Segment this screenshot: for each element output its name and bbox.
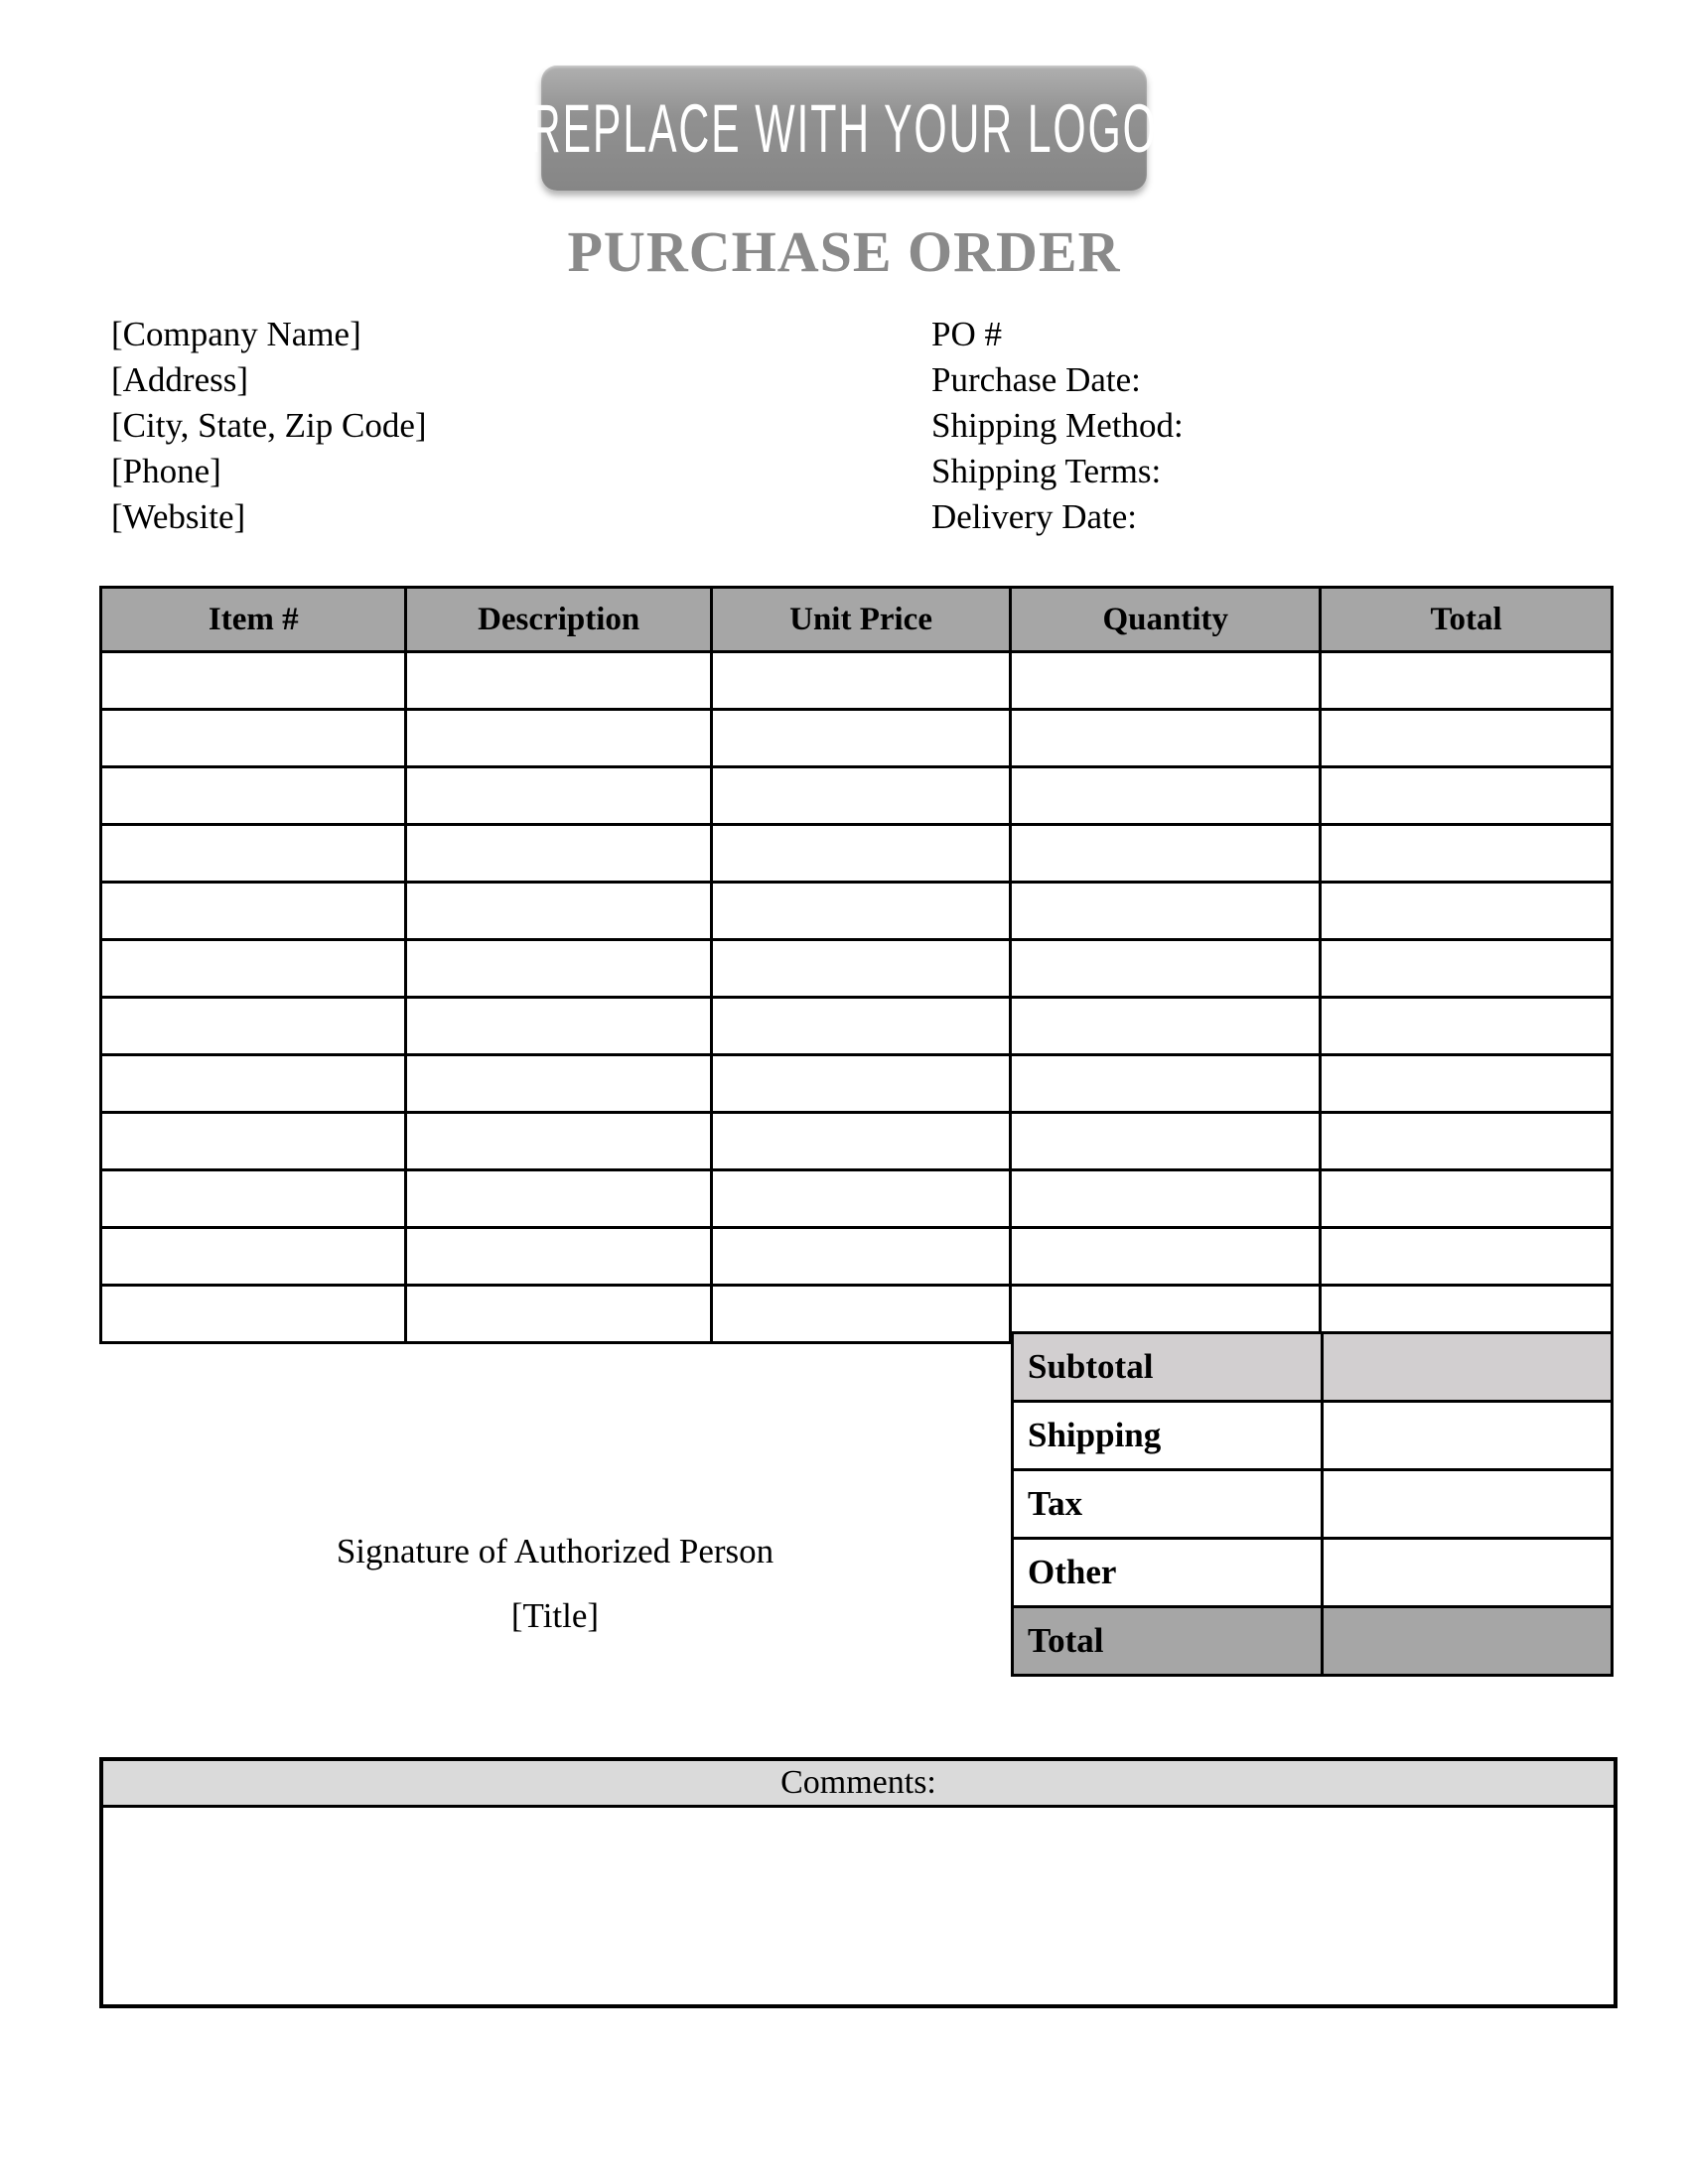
item-cell[interactable] [101, 940, 406, 998]
summary-row-other [1013, 1539, 1613, 1607]
table-row [101, 940, 1613, 998]
item-cell[interactable] [406, 940, 711, 998]
item-cell[interactable] [101, 1286, 406, 1343]
item-cell[interactable] [101, 998, 406, 1055]
table-row [101, 710, 1613, 767]
purchase-date-label: Purchase Date: [931, 360, 1141, 399]
logo-placeholder[interactable] [529, 66, 1159, 191]
item-cell[interactable] [101, 710, 406, 767]
summary-table [1011, 1331, 1614, 1677]
table-row [101, 825, 1613, 883]
item-cell[interactable] [101, 1113, 406, 1170]
item-cell[interactable] [711, 1055, 1010, 1113]
table-row [101, 1113, 1613, 1170]
shipping-terms-label: Shipping Terms: [931, 452, 1162, 490]
column-header-quantity: Quantity [1011, 588, 1321, 652]
item-cell[interactable] [101, 1170, 406, 1228]
subtotal-value-cell[interactable] [1322, 1333, 1612, 1402]
comments-input-area[interactable] [103, 1808, 1614, 2004]
total-label: Total [1013, 1607, 1323, 1676]
item-cell[interactable] [1011, 1170, 1321, 1228]
table-row [101, 652, 1613, 710]
logo-placeholder-text: REPLACE WITH YOUR LOGO [529, 89, 1159, 167]
item-cell[interactable] [1321, 940, 1613, 998]
item-cell[interactable] [711, 710, 1010, 767]
summary-row-subtotal [1013, 1333, 1613, 1402]
item-cell[interactable] [1011, 998, 1321, 1055]
item-cell[interactable] [711, 767, 1010, 825]
summary-row-shipping [1013, 1402, 1613, 1470]
item-cell[interactable] [1321, 883, 1613, 940]
item-cell[interactable] [406, 1055, 711, 1113]
item-cell[interactable] [1321, 825, 1613, 883]
signer-title-placeholder[interactable]: [Title] [510, 1596, 600, 1635]
item-cell[interactable] [406, 767, 711, 825]
company-info-block [111, 312, 427, 540]
item-cell[interactable] [1321, 1113, 1613, 1170]
summary-row-tax [1013, 1470, 1613, 1539]
item-cell[interactable] [711, 1113, 1010, 1170]
po-number-label: PO # [931, 315, 1002, 353]
item-cell[interactable] [711, 940, 1010, 998]
item-cell[interactable] [1011, 652, 1321, 710]
item-cell[interactable] [406, 998, 711, 1055]
shipping-label: Shipping [1013, 1402, 1323, 1470]
item-cell[interactable] [1011, 883, 1321, 940]
item-cell[interactable] [711, 825, 1010, 883]
item-cell[interactable] [1011, 767, 1321, 825]
item-cell[interactable] [711, 1228, 1010, 1286]
other-label: Other [1013, 1539, 1323, 1607]
item-cell[interactable] [101, 825, 406, 883]
company-website-placeholder[interactable]: [Website] [111, 497, 246, 536]
items-table-header [101, 588, 1613, 652]
column-header-description: Description [406, 588, 711, 652]
shipping-value-cell[interactable] [1322, 1402, 1612, 1470]
table-row [101, 883, 1613, 940]
summary-row-total [1013, 1607, 1613, 1676]
item-cell[interactable] [711, 652, 1010, 710]
subtotal-label: Subtotal [1013, 1333, 1323, 1402]
item-cell[interactable] [406, 883, 711, 940]
item-cell[interactable] [101, 652, 406, 710]
item-cell[interactable] [1321, 1055, 1613, 1113]
item-cell[interactable] [1011, 710, 1321, 767]
company-phone-placeholder[interactable]: [Phone] [111, 452, 221, 490]
item-cell[interactable] [711, 998, 1010, 1055]
item-cell[interactable] [406, 652, 711, 710]
item-cell[interactable] [406, 1113, 711, 1170]
tax-label: Tax [1013, 1470, 1323, 1539]
item-cell[interactable] [406, 825, 711, 883]
item-cell[interactable] [1011, 825, 1321, 883]
item-cell[interactable] [1011, 1228, 1321, 1286]
item-cell[interactable] [711, 1170, 1010, 1228]
shipping-method-label: Shipping Method: [931, 406, 1184, 445]
item-cell[interactable] [1321, 652, 1613, 710]
item-cell[interactable] [1011, 1055, 1321, 1113]
item-cell[interactable] [101, 883, 406, 940]
item-cell[interactable] [406, 1228, 711, 1286]
table-row [101, 1228, 1613, 1286]
company-address-placeholder[interactable]: [Address] [111, 360, 249, 399]
item-cell[interactable] [406, 1170, 711, 1228]
item-cell[interactable] [1321, 1228, 1613, 1286]
items-table-body [101, 652, 1613, 1343]
tax-value-cell[interactable] [1322, 1470, 1612, 1539]
company-city-state-zip-placeholder[interactable]: [City, State, Zip Code] [111, 406, 427, 445]
other-value-cell[interactable] [1322, 1539, 1612, 1607]
table-row [101, 1055, 1613, 1113]
item-cell[interactable] [101, 767, 406, 825]
comments-section [99, 1757, 1618, 2008]
table-row [101, 998, 1613, 1055]
table-row [101, 1170, 1613, 1228]
item-cell[interactable] [406, 1286, 711, 1343]
company-name-placeholder[interactable]: [Company Name] [111, 315, 361, 353]
item-cell[interactable] [711, 1286, 1010, 1343]
page-title: PURCHASE ORDER [567, 219, 1121, 284]
item-cell[interactable] [1011, 1113, 1321, 1170]
items-table [99, 586, 1614, 1344]
item-cell[interactable] [406, 710, 711, 767]
item-cell[interactable] [101, 1055, 406, 1113]
items-header-row [101, 588, 1613, 652]
column-header-item-number: Item # [101, 588, 406, 652]
total-value-cell[interactable] [1322, 1607, 1612, 1676]
item-cell[interactable] [1321, 998, 1613, 1055]
item-cell[interactable] [1321, 710, 1613, 767]
column-header-total: Total [1321, 588, 1613, 652]
item-cell[interactable] [711, 883, 1010, 940]
item-cell[interactable] [1321, 767, 1613, 825]
item-cell[interactable] [1321, 1170, 1613, 1228]
item-cell[interactable] [1011, 940, 1321, 998]
order-info-block [931, 312, 1184, 540]
item-cell[interactable] [101, 1228, 406, 1286]
column-header-unit-price: Unit Price [711, 588, 1010, 652]
comments-label: Comments: [103, 1761, 1614, 1808]
signature-instruction: Signature of Authorized Person [336, 1532, 774, 1570]
table-row [101, 767, 1613, 825]
delivery-date-label: Delivery Date: [931, 497, 1137, 536]
